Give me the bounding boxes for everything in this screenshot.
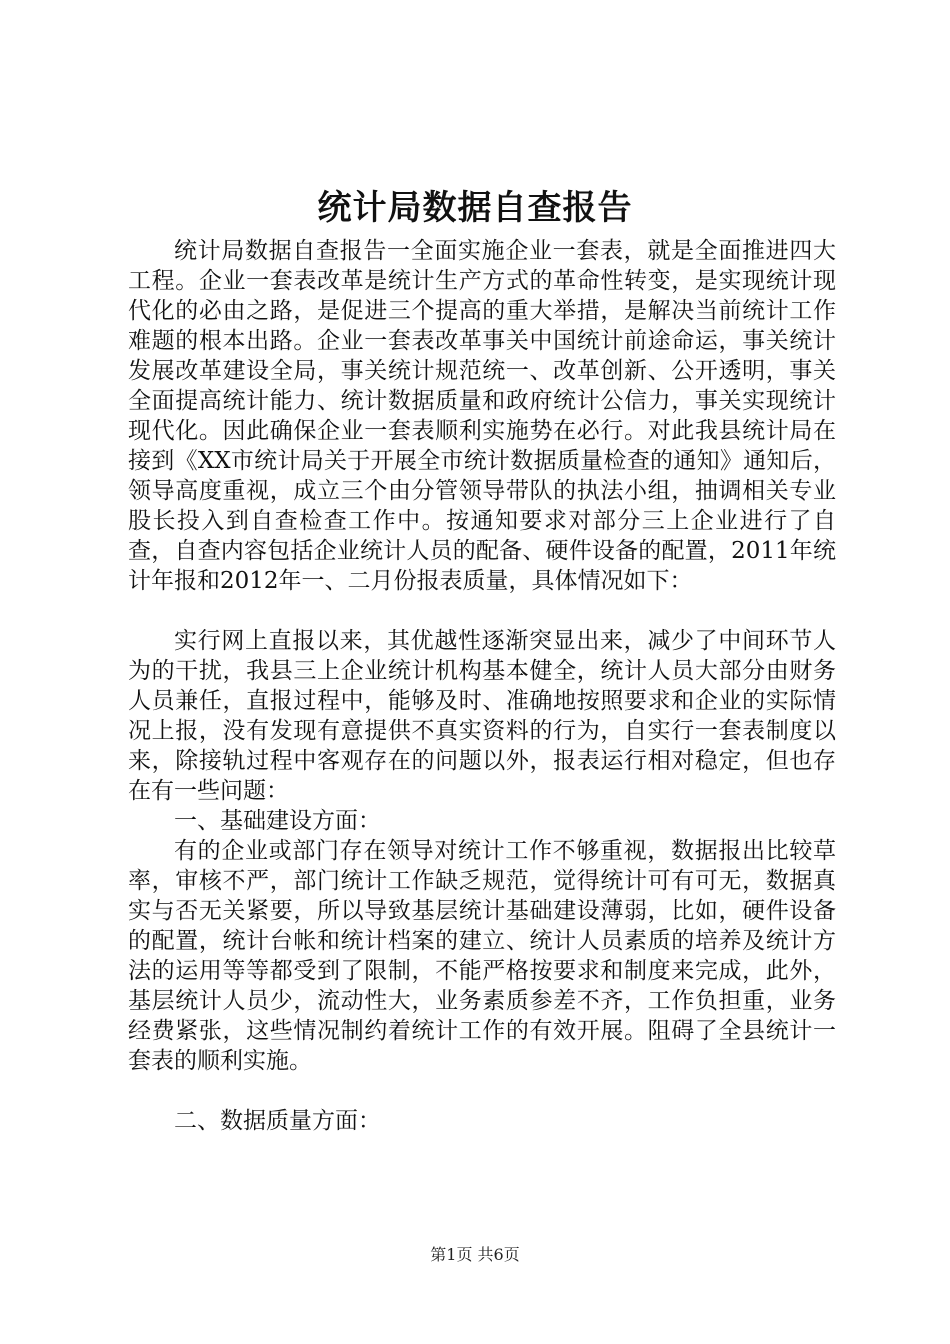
infrastructure-paragraph: 有的企业或部门存在领导对统计工作不够重视，数据报出比较草率，审核不严，部门统计工作缺乏规范，觉得统计可有可无，数据真实与否无关紧要，所以导致基层统计基础建设薄弱，比如，硬件设备的配置，统计台帐和统计档案的建立、统计人员素质的培养及统计方法的运用等等都受到了限制，不能严格按要求和制度来完成，此外，基层统计人员少，流动性大，业务素质参差不齐，工作负担重，业务经费紧张，这些情况制约着统计工作的有效开展。阻碍了全县统计一套表的顺利实施。 xyxy=(128,838,836,1074)
section-heading-data-quality: 二、数据质量方面： xyxy=(174,1108,381,1134)
section-heading-infrastructure: 一、基础建设方面： xyxy=(174,808,381,834)
page-indicator: 第1页 共6页 xyxy=(430,1245,520,1264)
intro-paragraph: 统计局数据自查报告一全面实施企业一套表，就是全面推进四大工程。企业一套表改革是统计生产方式的革命性转变，是实现统计现代化的必由之路，是促进三个提高的重大举措，是解决当前统计工作难题的根本出路。企业一套表改革事关中国统计前途命运，事关统计发展改革建设全局，事关统计规范统一、改革创新、公开透明，事关全面提高统计能力、统计数据质量和政府统计公信力，事关实现统计现代化。因此确保企业一套表顺利实施势在必行。对此我县统计局在接到《XX市统计局关于开展全市统计数据质量检查的通知》通知后，领导高度重视，成立三个由分管领导带队的执法小组，抽调相关专业股长投入到自查检查工作中。按通知要求对部分三上企业进行了自查，自查内容包括企业统计人员的配备、硬件设备的配置，2011年统计年报和2012年一、二月份报表质量，具体情况如下： xyxy=(128,238,836,594)
document-body xyxy=(128,236,836,1136)
document-title: 统计局数据自查报告 xyxy=(317,188,633,228)
direct-report-paragraph: 实行网上直报以来，其优越性逐渐突显出来，减少了中间环节人为的干扰，我县三上企业统计机构基本健全，统计人员大部分由财务人员兼任，直报过程中，能够及时、准确地按照要求和企业的实际情况上报，没有发现有意提供不真实资料的行为，自实行一套表制度以来，除接轨过程中客观存在的问题以外，报表运行相对稳定，但也存在有一些问题： xyxy=(128,628,836,804)
